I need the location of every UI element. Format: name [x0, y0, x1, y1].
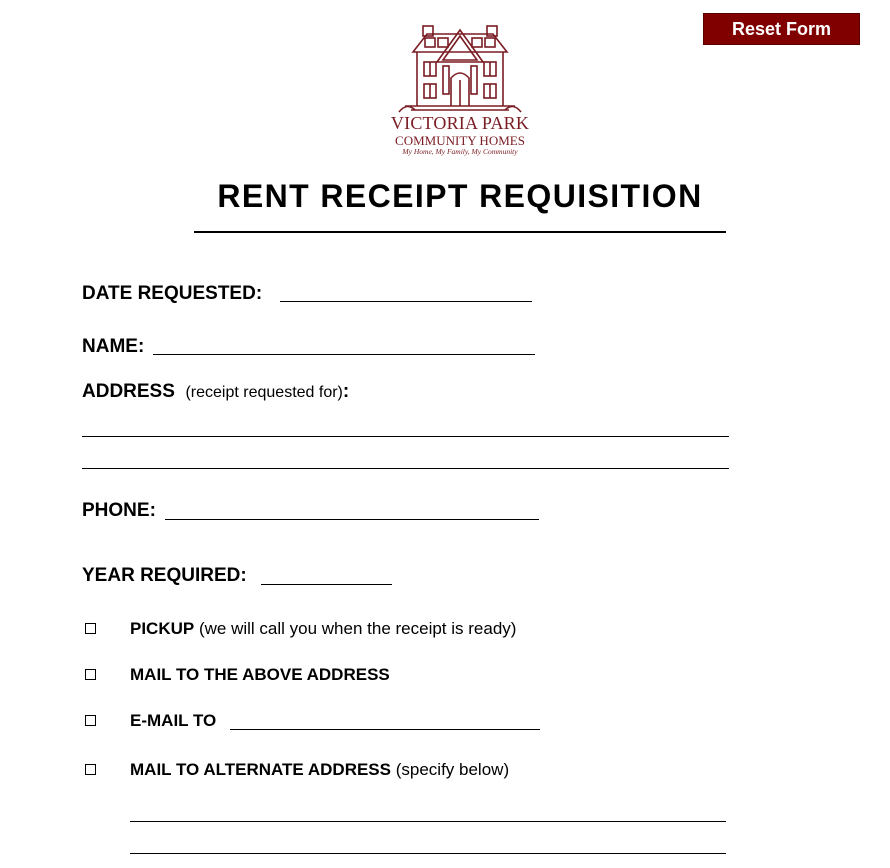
reset-form-button[interactable]: Reset Form [703, 13, 860, 45]
mail-alternate-checkbox[interactable] [85, 764, 96, 775]
name-label: NAME: [82, 336, 145, 357]
date-requested-label: DATE REQUESTED: [82, 283, 263, 304]
mail-alternate-label: MAIL TO ALTERNATE ADDRESS [130, 760, 391, 779]
page-title: RENT RECEIPT REQUISITION [217, 178, 703, 214]
mail-above-label: MAIL TO THE ABOVE ADDRESS [130, 665, 390, 684]
phone-label: PHONE: [82, 500, 156, 521]
pickup-checkbox[interactable] [85, 623, 96, 634]
year-required-label: YEAR REQUIRED: [82, 565, 247, 586]
name-field[interactable] [153, 354, 535, 355]
address-note: (receipt requested for) [185, 384, 343, 401]
email-checkbox[interactable] [85, 715, 96, 726]
alternate-address-line1[interactable] [130, 821, 726, 822]
house-icon [397, 22, 523, 114]
phone-field[interactable] [165, 519, 539, 520]
logo [390, 20, 530, 160]
pickup-note: (we will call you when the receipt is ready) [198, 619, 517, 638]
email-option [130, 711, 216, 731]
address-colon: : [342, 381, 350, 402]
email-label: E-MAIL TO [130, 711, 217, 730]
logo-tagline: My Home, My Family, My Community [402, 147, 518, 156]
mail-above-checkbox[interactable] [85, 669, 96, 680]
logo-line2: COMMUNITY HOMES [395, 133, 525, 148]
address-label-row [82, 381, 349, 404]
title-underline [194, 231, 726, 233]
pickup-label: PICKUP [130, 619, 195, 638]
email-field[interactable] [230, 729, 540, 730]
logo-line1: VICTORIA PARK [390, 113, 530, 133]
date-requested-field[interactable] [280, 301, 532, 302]
year-required-field[interactable] [261, 584, 392, 585]
pickup-option [130, 619, 516, 639]
address-field-line2[interactable] [82, 468, 729, 469]
alternate-address-line2[interactable] [130, 853, 726, 854]
mail-above-option [130, 665, 390, 685]
address-label: ADDRESS [82, 381, 175, 402]
address-field-line1[interactable] [82, 436, 729, 437]
mail-alternate-option [130, 760, 509, 780]
mail-alternate-note: (specify below) [395, 760, 510, 779]
